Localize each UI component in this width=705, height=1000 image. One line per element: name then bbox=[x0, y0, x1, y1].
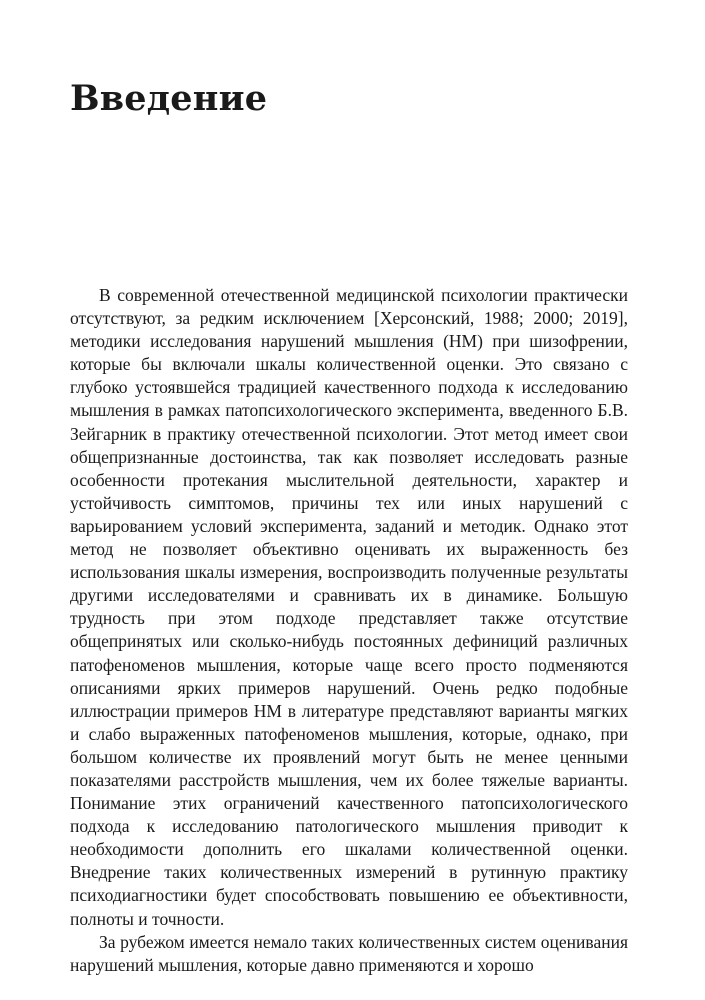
chapter-title: Введение bbox=[70, 78, 268, 119]
paragraph-2: За рубежом имеется немало таких количественных систем оценивания нарушений мышления, которые давно применяются и хорошо bbox=[70, 931, 628, 975]
body-text bbox=[70, 284, 628, 977]
paragraph-1: В современной отечественной медицинской психологии практически отсутствуют, за редким исключением [Херсонский, 1988; 2000; 2019], методики исследования нарушений мышления (НМ) при шизофрении, которые бы включали шкалы количественной оценки. Это связано с глубоко устоявшейся традицией качественного подхода к исследованию мышления в рамках патопсихологического эксперимента, введенного Б.В. Зейгарник в практику отечественной психологии. Этот метод имеет свои общепризнанные достоинства, так как позволяет исследовать разные особенности протекания мыслительной деятельности, характер и устойчивость симптомов, причины тех или иных нарушений с варьированием условий эксперимента, заданий и методик. Однако этот метод не позволяет объективно оценивать их выраженность без использования шкалы измерения, воспроизводить полученные результаты другими исследователями и сравнивать их в динамике. Большую трудность при этом подходе представляет также отсутствие общепринятых или сколько-нибудь постоянных дефиниций различных патофеноменов мышления, которые чаще всего просто подменяются описаниями ярких примеров нарушений. Очень редко подобные иллюстрации примеров НМ в литературе представляют варианты мягких и слабо выраженных патофеноменов мышления, которые, однако, при большом количестве их проявлений могут быть не менее ценными показателями расстройств мышления, чем их более тяжелые варианты. Понимание этих ограничений качественного патопсихологического подхода к исследованию патологического мышления приводит к необходимости дополнить его шкалами количественной оценки. Внедрение таких количественных измерений в рутинную практику психодиагностики будет способствовать повышению ее объективности, полноты и точности. bbox=[70, 285, 628, 929]
